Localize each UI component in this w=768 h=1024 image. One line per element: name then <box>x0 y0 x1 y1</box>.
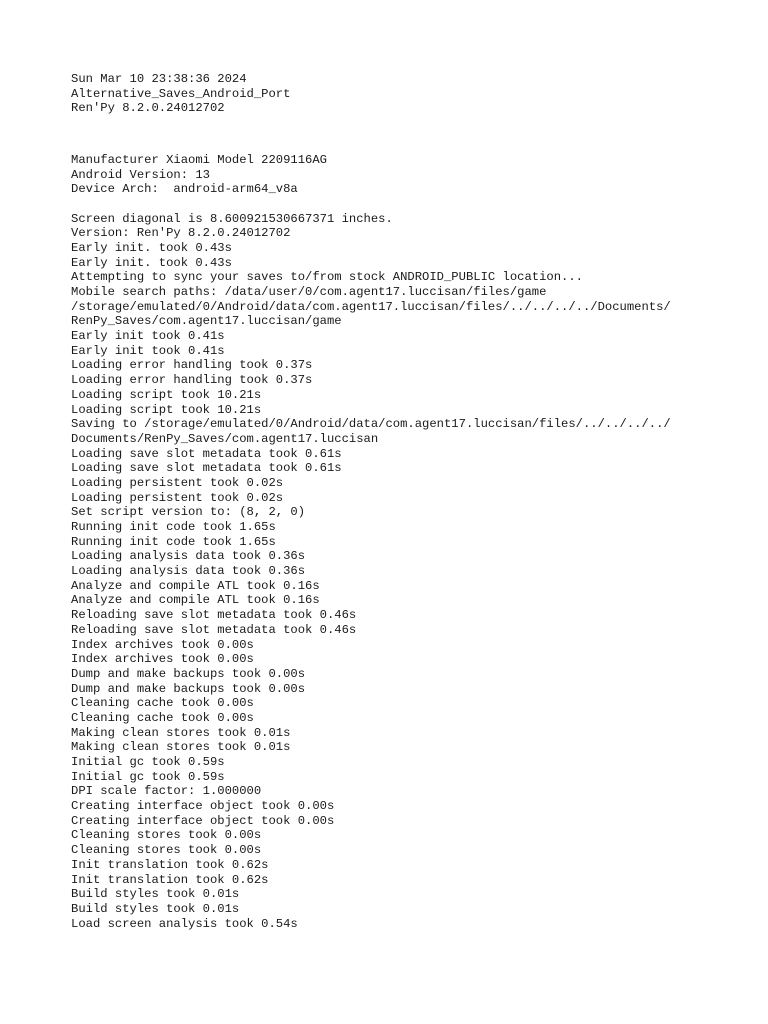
log-line: Init translation took 0.62s <box>71 857 269 872</box>
log-line: Analyze and compile ATL took 0.16s <box>71 593 320 608</box>
log-line: Index archives took 0.00s <box>71 652 254 667</box>
log-line: Reloading save slot metadata took 0.46s <box>71 608 357 623</box>
log-line: Loading save slot metadata took 0.61s <box>71 461 342 476</box>
log-line: Loading script took 10.21s <box>71 387 262 402</box>
log-line: Cleaning cache took 0.00s <box>71 710 254 725</box>
log-line: Documents/RenPy_Saves/com.agent17.luccisan <box>71 431 379 446</box>
log-line: Making clean stores took 0.01s <box>71 725 291 740</box>
device-model-line: Manufacturer Xiaomi Model 2209116AG <box>71 152 327 167</box>
log-line: Saving to /storage/emulated/0/Android/data/com.agent17.luccisan/files/../../../../ <box>71 417 671 432</box>
log-line: Running init code took 1.65s <box>71 534 276 549</box>
log-line: Cleaning stores took 0.00s <box>71 828 262 843</box>
log-line: Loading persistent took 0.02s <box>71 475 284 490</box>
log-line: Set script version to: (8, 2, 0) <box>71 505 306 520</box>
log-line: Loading save slot metadata took 0.61s <box>71 446 342 461</box>
log-line: Version: Ren'Py 8.2.0.24012702 <box>71 226 291 241</box>
log-line: Dump and make backups took 0.00s <box>71 666 306 681</box>
log-line: Cleaning stores took 0.00s <box>71 843 262 858</box>
device-info-block <box>71 153 761 197</box>
log-renpy-version-line: Ren'Py 8.2.0.24012702 <box>71 101 225 116</box>
log-line: Screen diagonal is 8.600921530667371 inches. <box>71 211 393 226</box>
log-date-line: Sun Mar 10 23:38:36 2024 <box>71 72 247 86</box>
device-arch-line: Device Arch: android-arm64_v8a <box>71 182 298 197</box>
log-line: Mobile search paths: /data/user/0/com.agent17.luccisan/files/game <box>71 285 547 300</box>
log-line: Build styles took 0.01s <box>71 901 240 916</box>
log-app-name-line: Alternative_Saves_Android_Port <box>71 86 291 101</box>
log-line: Index archives took 0.00s <box>71 637 254 652</box>
log-line: Early init. took 0.43s <box>71 240 232 255</box>
log-line: Dump and make backups took 0.00s <box>71 681 306 696</box>
log-output-block <box>71 212 761 932</box>
log-line: Creating interface object took 0.00s <box>71 799 335 814</box>
log-line: Initial gc took 0.59s <box>71 769 225 784</box>
log-line: Loading script took 10.21s <box>71 402 262 417</box>
log-line: Reloading save slot metadata took 0.46s <box>71 622 357 637</box>
log-line: Loading error handling took 0.37s <box>71 358 313 373</box>
android-version-line: Android Version: 13 <box>71 167 210 182</box>
log-line: Build styles took 0.01s <box>71 887 240 902</box>
log-line: Load screen analysis took 0.54s <box>71 916 298 931</box>
spacer <box>71 116 761 153</box>
log-line: Loading persistent took 0.02s <box>71 490 284 505</box>
log-line: Early init took 0.41s <box>71 343 225 358</box>
log-document <box>71 72 761 931</box>
log-line: Creating interface object took 0.00s <box>71 813 335 828</box>
log-line: Initial gc took 0.59s <box>71 755 225 770</box>
log-line: Early init. took 0.43s <box>71 255 232 270</box>
log-line: Making clean stores took 0.01s <box>71 740 291 755</box>
log-line: Attempting to sync your saves to/from stock ANDROID_PUBLIC location... <box>71 270 583 285</box>
log-line: Running init code took 1.65s <box>71 520 276 535</box>
log-line: /storage/emulated/0/Android/data/com.agent17.luccisan/files/../../../../Documents/ <box>71 299 671 314</box>
log-line: Loading analysis data took 0.36s <box>71 549 306 564</box>
log-line: Early init took 0.41s <box>71 329 225 344</box>
log-line: Loading error handling took 0.37s <box>71 373 313 388</box>
log-line: RenPy_Saves/com.agent17.luccisan/game <box>71 314 342 329</box>
header-block <box>71 72 761 116</box>
log-line: Loading analysis data took 0.36s <box>71 564 306 579</box>
log-line: Cleaning cache took 0.00s <box>71 696 254 711</box>
log-line: Analyze and compile ATL took 0.16s <box>71 578 320 593</box>
spacer <box>71 197 761 212</box>
log-line: DPI scale factor: 1.000000 <box>71 784 262 799</box>
log-line: Init translation took 0.62s <box>71 872 269 887</box>
